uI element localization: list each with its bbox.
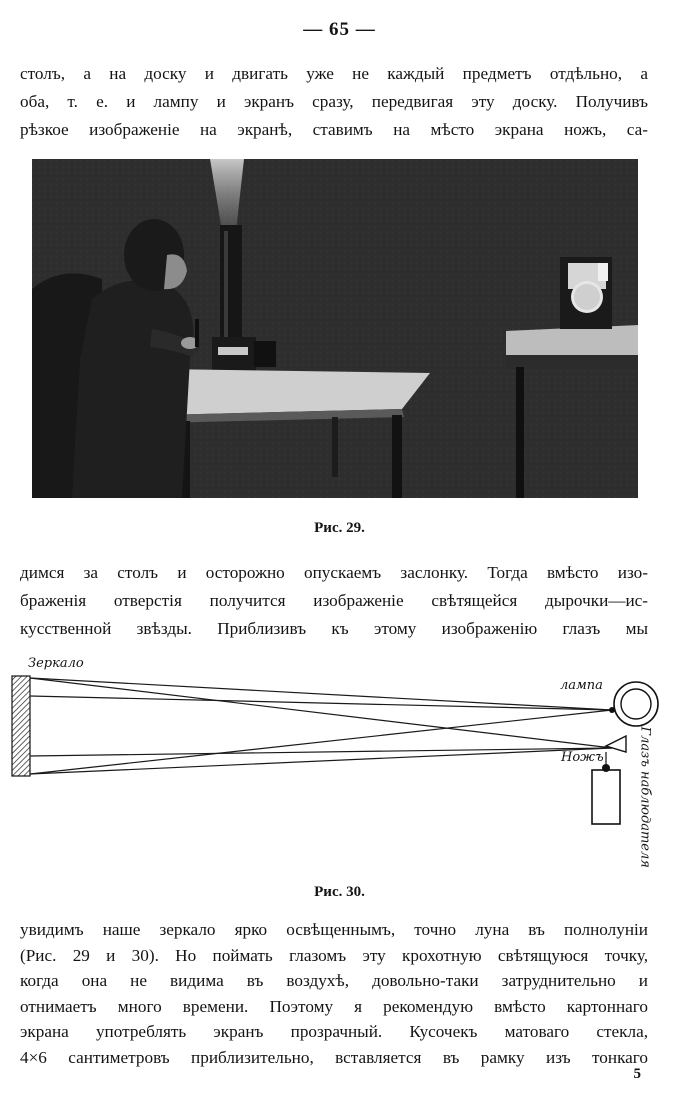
figure-30-diagram bbox=[0, 652, 679, 882]
text-line: когда она не видима въ воздухѣ, довольно-таки затруднительно и bbox=[20, 971, 648, 990]
text-line: (Рис. 29 и 30). Но поймать глазомъ эту крохотную свѣтящуюся точку, bbox=[20, 945, 648, 965]
text-line: 4×6 сантиметровъ приблизительно, вставляется въ рамку изъ тонкаго bbox=[20, 1047, 648, 1067]
figure-29-caption: Рис. 29. bbox=[314, 520, 365, 536]
figure-29-photograph bbox=[32, 159, 638, 498]
observer-eye-label: Глазъ наблюдателя bbox=[637, 726, 653, 868]
paragraph-2 bbox=[20, 559, 648, 643]
text-line: столъ, а на доску и двигать уже не каждый предметъ отдѣльно, а bbox=[20, 64, 648, 83]
text-line: рѣзкое изображеніе на экранѣ, ставимъ на мѣсто экрана ножъ, са- bbox=[20, 120, 648, 139]
knife-shape bbox=[606, 736, 626, 752]
page-number: — 65 — bbox=[303, 19, 376, 40]
paragraph-3 bbox=[20, 917, 648, 1070]
knife-label: Ножъ bbox=[561, 750, 604, 765]
text-line: кусственной звѣзды. Приблизивъ къ этому изображенію глазъ мы bbox=[20, 619, 648, 638]
text-line: браженія отверстія получится изображеніе свѣтящейся дырочки—ис- bbox=[20, 591, 648, 610]
signature-mark: 5 bbox=[633, 1066, 641, 1082]
text-line: увидимъ наше зеркало ярко освѣщеннымъ, точно луна въ полнолуніи bbox=[20, 920, 648, 939]
mirror-label: Зеркало bbox=[28, 656, 84, 671]
text-line: оба, т. е. и лампу и экранъ сразу, передвигая эту доску. Получивъ bbox=[20, 92, 648, 111]
text-line: отнимаетъ много времени. Поэтому я рекомендую вмѣсто картоннаго bbox=[20, 996, 648, 1016]
paragraph-1 bbox=[20, 60, 648, 144]
text-line: экрана употреблять экранъ прозрачный. Кусочекъ матоваго стекла, bbox=[20, 1022, 648, 1041]
figure-30-caption: Рис. 30. bbox=[314, 884, 365, 900]
text-line: димся за столъ и осторожно опускаемъ заслонку. Тогда вмѣсто изо- bbox=[20, 563, 648, 582]
lamp-label: лампа bbox=[560, 678, 603, 693]
mirror-shape bbox=[12, 676, 30, 776]
